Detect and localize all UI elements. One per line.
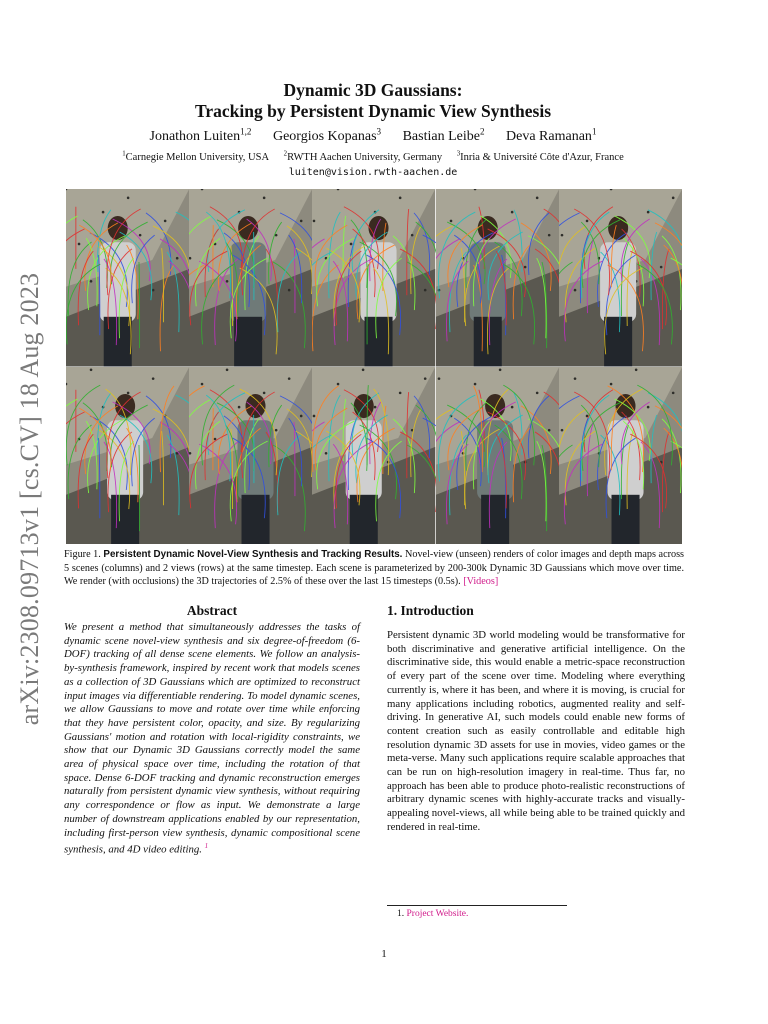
footnote-divider xyxy=(387,905,567,906)
project-website-link[interactable]: Project Website. xyxy=(406,909,469,919)
contact-email[interactable]: luiten@vision.rwth-aachen.de xyxy=(288,167,458,178)
figure-image-grid xyxy=(66,189,682,544)
videos-link[interactable]: [Videos] xyxy=(463,576,499,587)
caption-text: Novel-view (unseen) renders of color images and depth maps across 5 scenes (columns) and 2 views (rows) at the same timestep. Each scene is parameterized by 200-300k Dynamic 3D Gaussians which move over time. We render (with occlusions) the 3D trajectories of 2.5% of these over the last 15 timesteps (0.5s). xyxy=(64,549,685,587)
introduction-section xyxy=(387,603,685,835)
page-number: 1 xyxy=(381,948,387,960)
arxiv-stamp-text: arXiv:2308.09713v1 [cs.CV] 18 Aug 2023 xyxy=(15,272,44,726)
abstract-body: We present a method that simultaneously addresses the tasks of dynamic scene novel-view synthesis and six degree-of-freedom (6-DOF) tracking of all dense scene elements. We follow an analysis-by-synthesis framework, inspired by recent work that models scenes as a collection of 3D Gaussians which are optimized to reconstruct input images via differentiable rendering. To model dynamic scenes, we allow Gaussians to move and rotate over time while enforcing that they have persistent color, opacity, and size. By regularizing Gaussians' motion and rotation with local-rigidity constraints, we show that our Dynamic 3D Gaussians correctly model the same area of physical space over time, including the rotation of that space. Dense 6-DOF tracking and dynamic reconstruction emerges naturally from persistent dynamic view synthesis, without requiring any correspondence or flow as input. We demonstrate a large number of downstream applications enabled by our representation, including first-person view synthesis, dynamic compositional scene synthesis, and 4D video editing. $^1$ xyxy=(64,621,360,856)
introduction-body: Persistent dynamic 3D world modeling would be transformative for both discriminative and generative artificial intelligence. On the discriminative side, this would enable a metric-space reconstruction of every part of the scene over time. Modeling where everything currently is, where it has been, and where it is moving, is crucial for many applications including robotics, augmented reality and self-driving. In generative AI, such models could enable new forms of content creation such as easily controllable and editable high resolution dynamic 3D assets for use in movies, video games or the meta-verse. Many such applications require scalable approaches that can be run on high-resolution imagery in real-time. Thus far, no approach has been able to produce photo-realistic reconstructions of arbitrary dynamic scenes with highly-accurate tracks and visually-appealing novel-views, all while being able to be trained quickly and rendered in real-time. xyxy=(387,629,685,833)
title-line-1: Dynamic 3D Gaussians: xyxy=(283,80,463,100)
caption-label: Figure 1. xyxy=(64,549,101,560)
figure-tile xyxy=(559,367,682,545)
author: Georgios Kopanas$^3$ xyxy=(272,126,382,144)
figure-tile xyxy=(559,189,682,367)
caption-bold: Persistent Dynamic Novel-View Synthesis and Tracking Results. xyxy=(103,549,403,560)
abstract-section xyxy=(64,603,360,858)
paper-title xyxy=(64,80,682,122)
author: Jonathon Luiten$^{1,2}$ xyxy=(149,126,252,144)
figure-tile xyxy=(189,189,312,367)
figure-tile xyxy=(189,367,312,545)
affiliations xyxy=(64,150,682,163)
author: Deva Ramanan$^1$ xyxy=(506,126,597,144)
footnote: 1. Project Website. xyxy=(397,909,469,919)
affiliation: $^2$RWTH Aachen University, Germany xyxy=(283,150,443,163)
figure-tile xyxy=(66,367,189,545)
arxiv-stamp xyxy=(10,264,50,734)
figure-tile xyxy=(312,189,435,367)
figure-tile xyxy=(436,367,559,545)
figure-tile xyxy=(436,189,559,367)
title-line-2: Tracking by Persistent Dynamic View Synthesis xyxy=(195,101,551,121)
figure-tile xyxy=(66,189,189,367)
figure-caption xyxy=(64,548,684,589)
author-list xyxy=(64,126,682,145)
introduction-heading: 1. Introduction xyxy=(387,603,474,618)
abstract-heading: Abstract xyxy=(186,603,238,618)
figure-tile xyxy=(312,367,435,545)
affiliation: $^3$Inria & Université Côte d'Azur, France xyxy=(456,150,624,163)
author: Bastian Leibe$^2$ xyxy=(402,126,485,144)
affiliation: $^1$Carnegie Mellon University, USA xyxy=(122,150,270,163)
footnote-ref[interactable]: 1 xyxy=(204,842,209,851)
